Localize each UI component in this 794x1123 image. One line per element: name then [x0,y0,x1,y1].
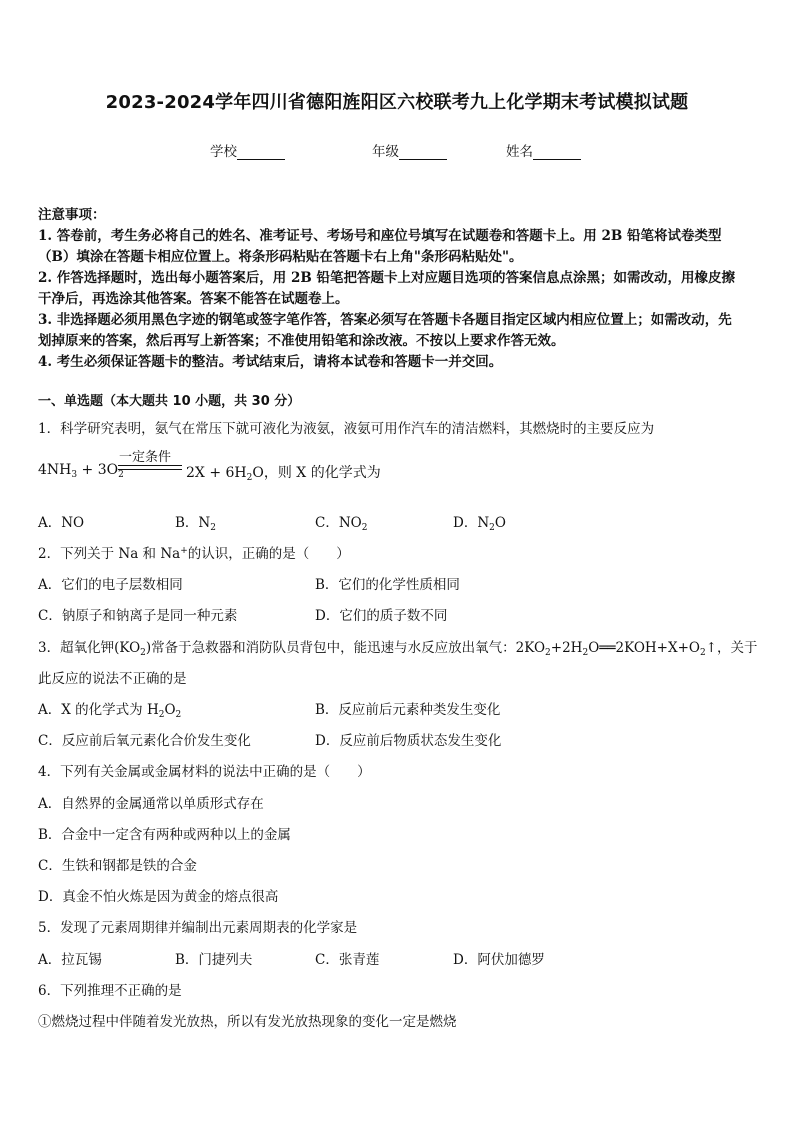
name-field[interactable] [506,140,581,160]
q2-option-c[interactable]: C．钠原子和钠离子是同一种元素 [38,608,238,624]
name-label: 姓名 [506,144,533,160]
q1-condition: 一定条件 [119,450,172,465]
q4-option-b[interactable]: B．合金中一定含有两种或两种以上的金属 [38,827,291,843]
notice-item3-line2: 划掉原来的答案，然后再写上新答案；不准使用铅笔和涂改液。不按以上要求作答无效。 [38,333,565,349]
q1-equals-line-bottom [118,469,182,470]
q3-stem-line2: 此反应的说法不正确的是 [38,671,187,687]
q1-option-b[interactable]: B．$N_2$ [175,515,216,533]
q2-option-a[interactable]: A．它们的电子层数相同 [38,577,183,593]
grade-field[interactable] [372,140,447,160]
q5-option-a[interactable]: A．拉瓦锡 [38,952,102,968]
q2-stem: 2．下列关于 Na 和 Na+的认识，正确的是（ ） [38,546,350,562]
q1-products: $2X + 6H_2O$，则 X 的化学式为 [186,465,381,483]
page-title: 2023-2024学年四川省德阳旌阳区六校联考九上化学期末考试模拟试题 [105,92,689,113]
notice-item3-line1: 3. 非选择题必须用黑色字迹的钢笔或签字笔作答，答案必须写在答题卡各题目指定区域内相应位置上；如需改动，先 [38,312,732,328]
name-blank[interactable] [533,145,581,160]
q5-option-c[interactable]: C．张青莲 [315,952,380,968]
school-label: 学校 [210,144,237,160]
q6-stem: 6．下列推理不正确的是 [38,983,182,999]
notice-item2-line2: 干净后，再选涂其他答案。答案不能答在试题卷上。 [38,291,349,307]
q2-option-d[interactable]: D．它们的质子数不同 [315,608,448,624]
q4-option-c[interactable]: C．生铁和钢都是铁的合金 [38,858,197,874]
grade-label: 年级 [372,144,399,160]
section-heading: 一、单选题（本大题共 10 小题，共 30 分） [38,394,301,409]
notice-item4: 4. 考生必须保证答题卡的整洁。考试结束后，请将本试卷和答题卡一并交回。 [38,354,503,370]
q1-equals-line-top [118,465,182,466]
q3-option-b[interactable]: B．反应前后元素种类发生变化 [315,702,501,718]
q2-option-b[interactable]: B．它们的化学性质相同 [315,577,460,593]
q1-option-c[interactable]: C．$NO_2$ [315,515,368,533]
q3-option-a[interactable]: A．X 的化学式为 $H_2O_2$ [38,702,182,720]
notice-item1-line1: 1. 答卷前，考生务必将自己的姓名、准考证号、考场号和座位号填写在试题卷和答题卡上。用 2B 铅笔将试卷类型 [38,228,722,244]
grade-blank[interactable] [399,145,447,160]
q4-option-d[interactable]: D．真金不怕火炼是因为黄金的熔点很高 [38,889,279,905]
q1-option-d[interactable]: D．$N_2O$ [453,515,506,533]
q1-option-a[interactable]: A．NO [38,515,85,531]
school-field[interactable] [210,140,285,160]
notice-item1-line2: （B）填涂在答题卡相应位置上。将条形码粘贴在答题卡右上角"条形码粘贴处"。 [38,249,523,265]
q1-stem: 1．科学研究表明，氨气在常压下就可液化为液氨，液氨可用作汽车的清洁燃料，其燃烧时的主要反应为 [38,421,655,437]
q5-option-b[interactable]: B．门捷列夫 [175,952,253,968]
q1-reactants: $4NH_3 + 3O_2$ [38,462,124,480]
q5-stem: 5．发现了元素周期律并编制出元素周期表的化学家是 [38,920,358,936]
q4-stem: 4．下列有关金属或金属材料的说法中正确的是（ ） [38,764,371,780]
q1-equation [38,462,124,478]
notice-item2-line1: 2. 作答选择题时，选出每小题答案后，用 2B 铅笔把答题卡上对应题目选项的答案信息点涂黑；如需改动，用橡皮擦 [38,270,735,286]
notice-heading: 注意事项： [38,207,106,223]
q3-option-d[interactable]: D．反应前后物质状态发生变化 [315,733,502,749]
school-blank[interactable] [237,145,285,160]
q3-option-c[interactable]: C．反应前后氧元素化合价发生变化 [38,733,251,749]
q4-option-a[interactable]: A．自然界的金属通常以单质形式存在 [38,796,264,812]
q5-option-d[interactable]: D．阿伏加德罗 [453,952,545,968]
q3-stem: 3．超氧化钾$(KO_2)$常备于急救器和消防队员背包中，能迅速与水反应放出氧气：$2KO_2+2H_2O══2KOH+X+O_2↑$，关于 [38,640,758,658]
q6-item1: ①燃烧过程中伴随着发光放热，所以有发光放热现象的变化一定是燃烧 [38,1014,457,1030]
q1-tail: ，则 X 的化学式为 [263,465,381,481]
